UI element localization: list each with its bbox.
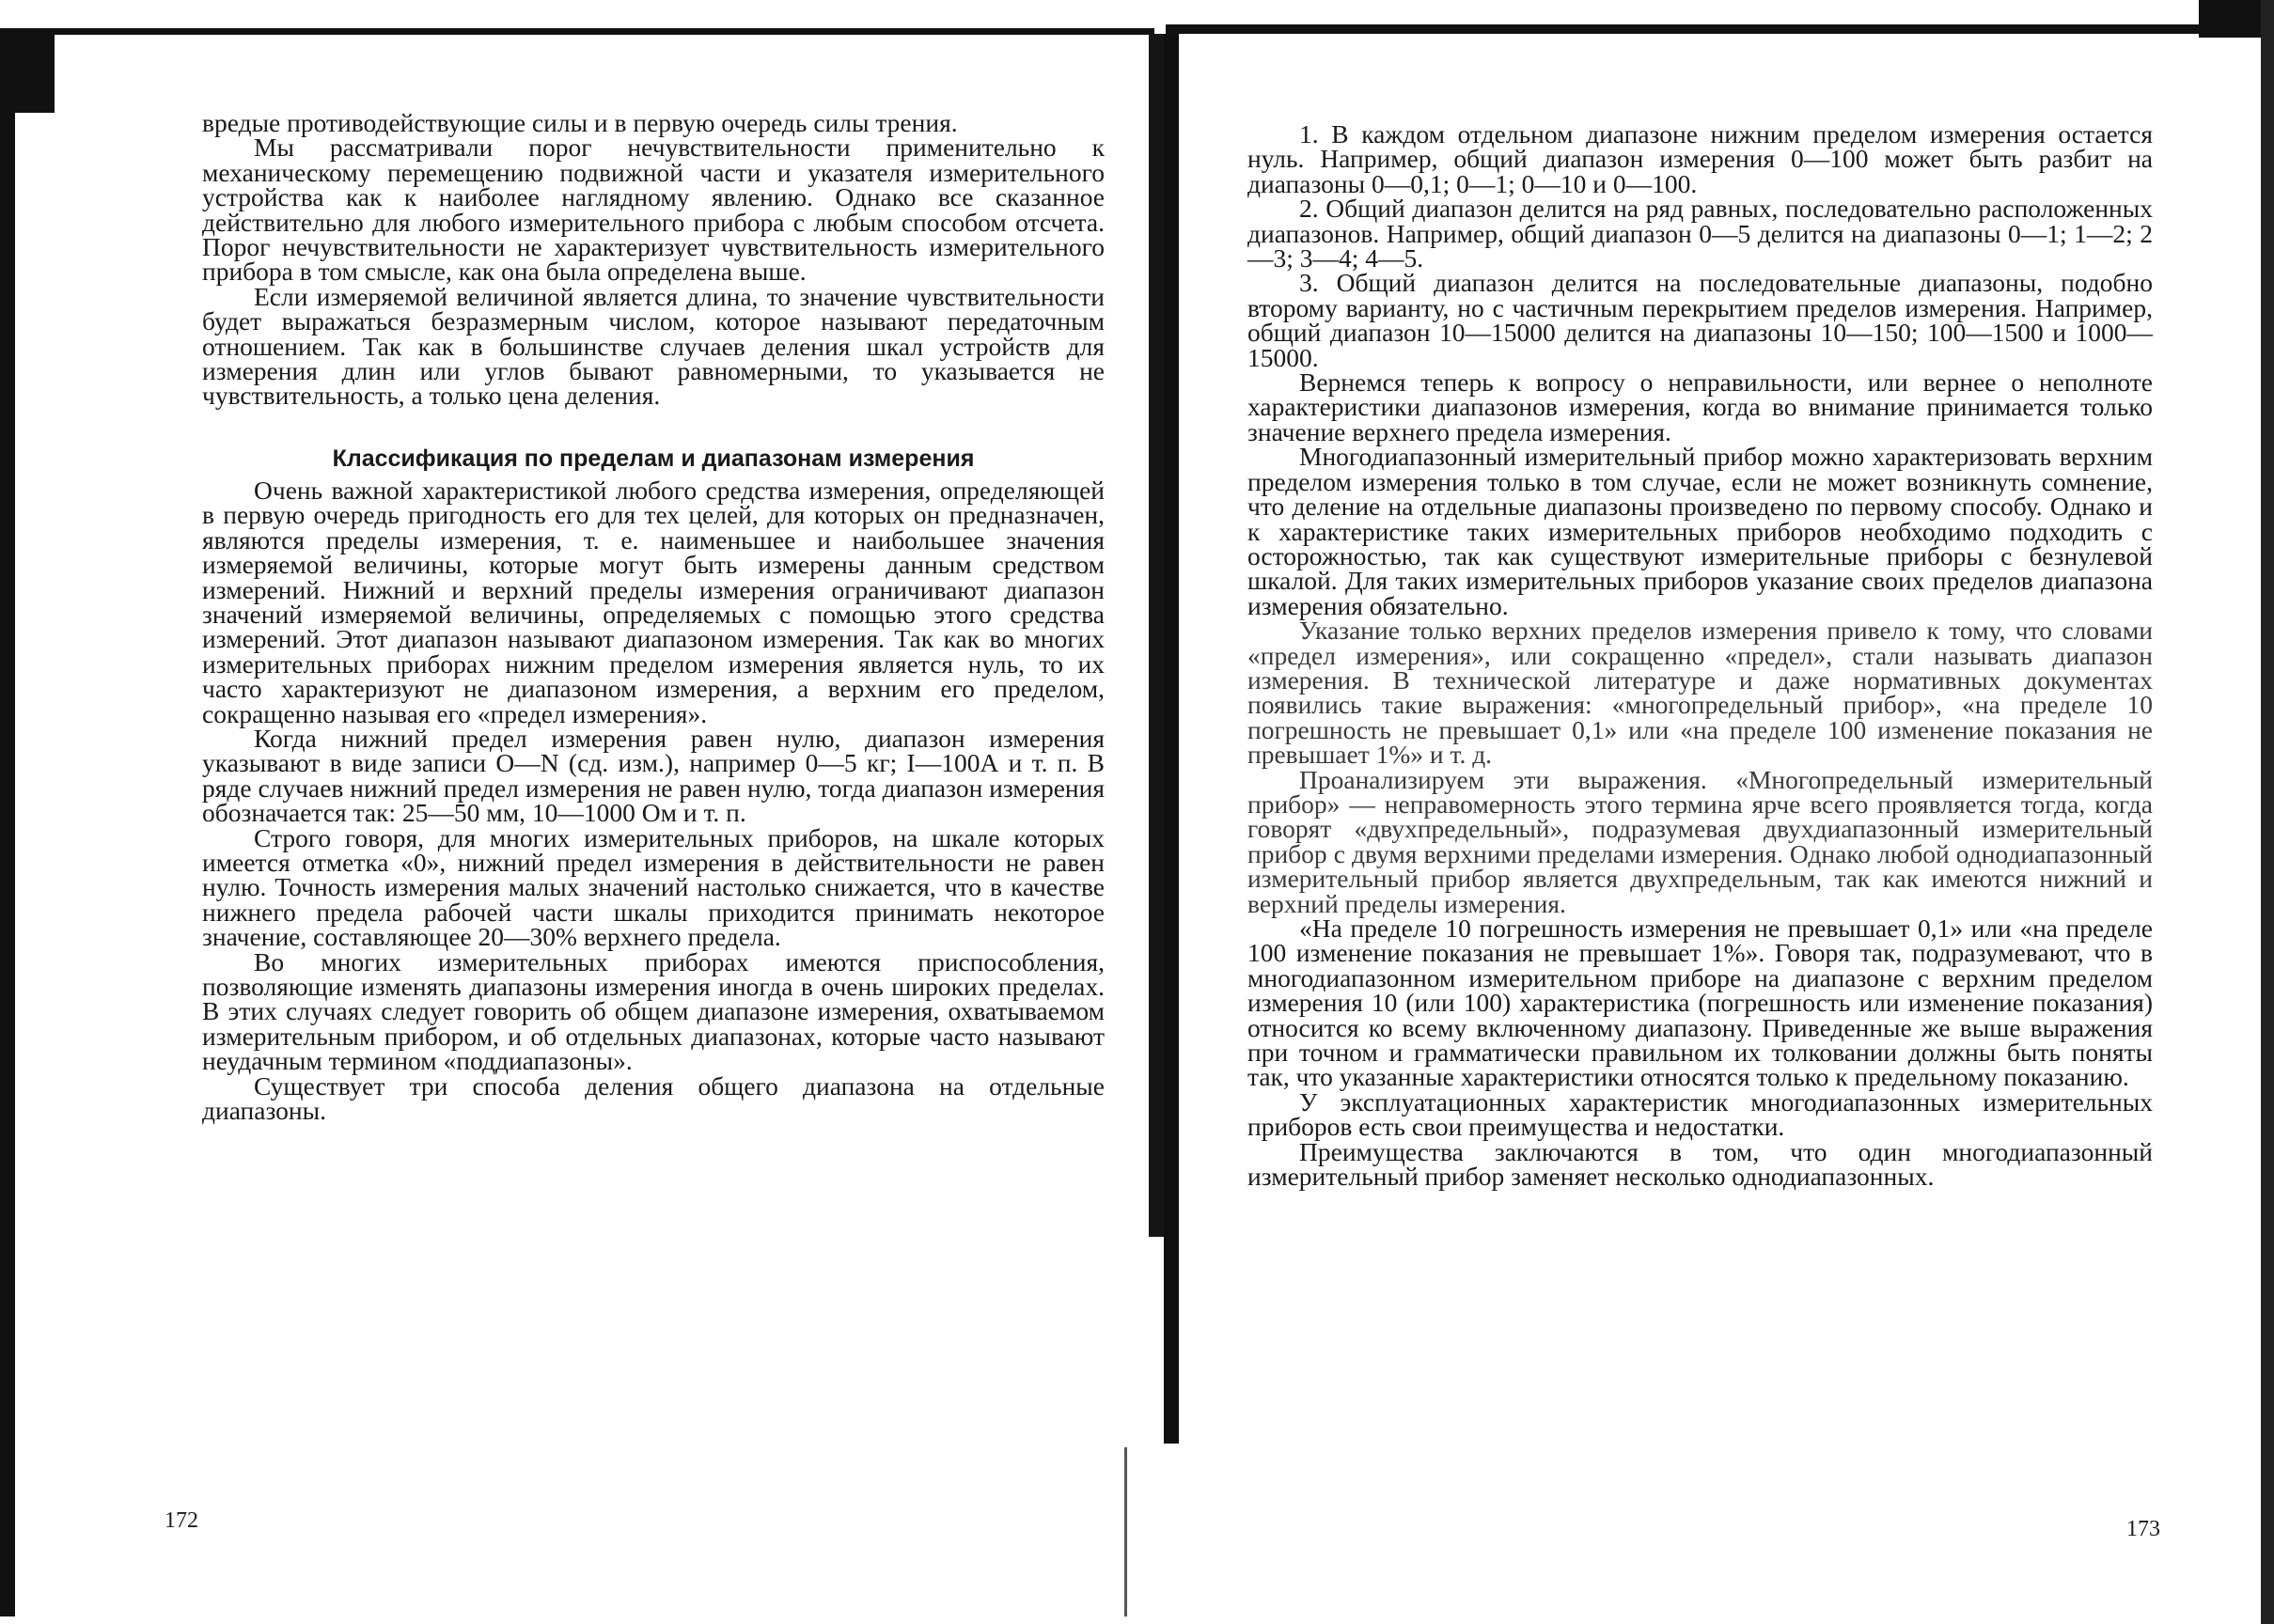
paragraph: Существует три способа деления общего диапазона на отдельные диапазоны. <box>202 1070 1105 1126</box>
left-page <box>202 108 1105 1126</box>
paragraph: Во многих измерительных приборах имеются приспособления, позволяющие изменять диапазоны измерения иногда в очень широких пределах. В этих случаях следует говорить об общем диапазоне измерения, охватываемом измерительным прибором, и об отдельных диапазонах, которые часто называют неудачным термином «поддиапазоны». <box>202 946 1105 1076</box>
page-number-right: 173 <box>2126 1517 2160 1541</box>
paragraph: Очень важной характеристикой любого средства измерения, определяющей в первую очередь пригодность его для тех целей, для которых он предназначен, являются пределы измерения, т. е. наименьшее и наибольшее значения измеряемой величины, которые могут быть измерены данным средством измерений. Нижний и верхний пределы измерения ограничивают диапазон значений измеряемой величины, определяемых с помощью этого средства измерений. Этот диапазон называют диапазоном измерения. Так как во многих измерительных приборах нижним пределом измерения является нуль, то их часто характеризуют не диапазоном измерения, а верхним его пределом, сокращенно называя его «предел измерения». <box>202 475 1105 728</box>
scan-left-corner-shadow <box>0 28 55 113</box>
paragraph: Вернемся теперь к вопросу о неправильности, или вернее о неполноте характеристики диапазонов измерения, когда во внимание принимается только значение верхнего предела измерения. <box>1247 367 2153 446</box>
book-gutter <box>1164 34 1179 1444</box>
scan-top-edge-left <box>55 28 1154 35</box>
paragraph: Преимущества заключаются в том, что один многодиапазонный измерительный прибор заменяет несколько однодиапазонных. <box>1247 1136 2153 1192</box>
scan-top-edge-right <box>1166 24 2209 34</box>
paragraph: Строго говоря, для многих измерительных приборов, на шкале которых имеется отметка «0», нижний предел измерения в действительности не равен нулю. Точность измерения малых значений настолько снижается, что в качестве нижнего предела рабочей части шкалы приходится принимать некоторое значение, составляющее 20—30% верхнего предела. <box>202 822 1105 952</box>
paragraph: Когда нижний предел измерения равен нулю, диапазон измерения указывают в виде записи O—N (сд. изм.), например 0—5 кг; I—100А и т. п. В ряде случаев нижний предел измерения не равен нулю, тогда диапазон измерения обозначается так: 25—50 мм, 10—1000 Ом и т. п. <box>202 723 1105 828</box>
section-heading: Классификация по пределам и диапазонам измерения <box>332 445 975 472</box>
paragraph: Проанализируем эти выражения. «Многопредельный измерительный прибор» — неправомерность этого термина ярче всего проявляется тогда, когда говорят «двухпредельный», подразумевая двухдиапазонный измерительный прибор с двумя верхними пределами измерения. Однако любой однодиапазонный измерительный прибор является двухпредельным, так как имеются нижний и верхний пределы измерения. <box>1247 764 2153 918</box>
gutter-line <box>1124 1447 1127 1616</box>
paragraph: Мы рассматривали порог нечувствительности применительно к механическому перемещению подвижной части и указателя измерительного устройства как к наиболее наглядному явлению. Однако все сказанное действительно для любого измерительного прибора с любым способом отсчета. Порог нечувствительности не характеризует чувствительность измерительного прибора в том смысле, как она была определена выше. <box>202 133 1105 287</box>
page-number-left: 172 <box>165 1508 198 1533</box>
paragraph: «На пределе 10 погрешность измерения не превышает 0,1» или «на пределе 100 изменение показания не превышает 1%». Говоря так, подразумевают, что в многодиапазонном измерительном приборе на диапазоне с верхним пределом измерения 10 (или 100) характеристика (погрешность или изменение показания) относится ко всему включенному диапазону. Приведенные же выше выражения при точном и грамматически правильном их толковании должны быть поняты так, что указанные характеристики относятся только к предельному показанию. <box>1247 914 2153 1092</box>
scan-left-edge-shadow <box>0 28 15 1616</box>
paragraph: У эксплуатационных характеристик многодиапазонных измерительных приборов есть свои преимущества и недостатки. <box>1247 1086 2153 1142</box>
paragraph: 1. В каждом отдельном диапазоне нижним пределом измерения остается нуль. Например, общий диапазон измерения 0—100 может быть разбит на диапазоны 0—0,1; 0—1; 0—10 и 0—100. <box>1247 119 2153 198</box>
paragraph: 2. Общий диапазон делится на ряд равных, последовательно расположенных диапазонов. Например, общий диапазон 0—5 делится на диапазоны 0—1; 1—2; 2—3; 3—4; 4—5. <box>1247 194 2153 273</box>
paragraph: Многодиапазонный измерительный прибор можно характеризовать верхним пределом измерения только в том случае, если не может возникнуть сомнение, что деление на отдельные диапазоны произведено по первому способу. Однако и к характеристике таких измерительных приборов необходимо подходить с осторожностью, так как существуют измерительные приборы с безнулевой шкалой. Для таких измерительных приборов указание своих пределов диапазона измерения обязательно. <box>1247 442 2153 620</box>
paragraph: 3. Общий диапазон делится на последовательные диапазоны, подобно второму варианту, но с частичным перекрытием пределов измерения. Например, общий диапазон 10—15000 делится на диапазоны 10—150; 100—1500 и 1000—15000. <box>1247 268 2153 372</box>
paragraph: вредые противодействующие силы и в первую очередь силы трения. <box>202 108 958 137</box>
paragraph: Если измеряемой величиной является длина, то значение чувствительности будет выражаться безразмерным числом, которое называют передаточным отношением. Так как в большинстве случаев деления шкал устройств для измерения длин или углов бывают равномерными, то указывается не чувствительность, а только цена деления. <box>202 281 1105 411</box>
scan-right-edge-shadow <box>2261 0 2274 1624</box>
right-page <box>1247 119 2153 1192</box>
paragraph: Указание только верхних пределов измерения привело к тому, что словами «предел измерения», или сокращенно «предел», стали называть диапазон измерения. В технической литературе и даже нормативных документах появились такие выражения: «многопредельный прибор», «на пределе 10 погрешность не превышает 0,1» или «на пределе 100 изменение показания не превышает 1%» и т. д. <box>1247 616 2153 770</box>
